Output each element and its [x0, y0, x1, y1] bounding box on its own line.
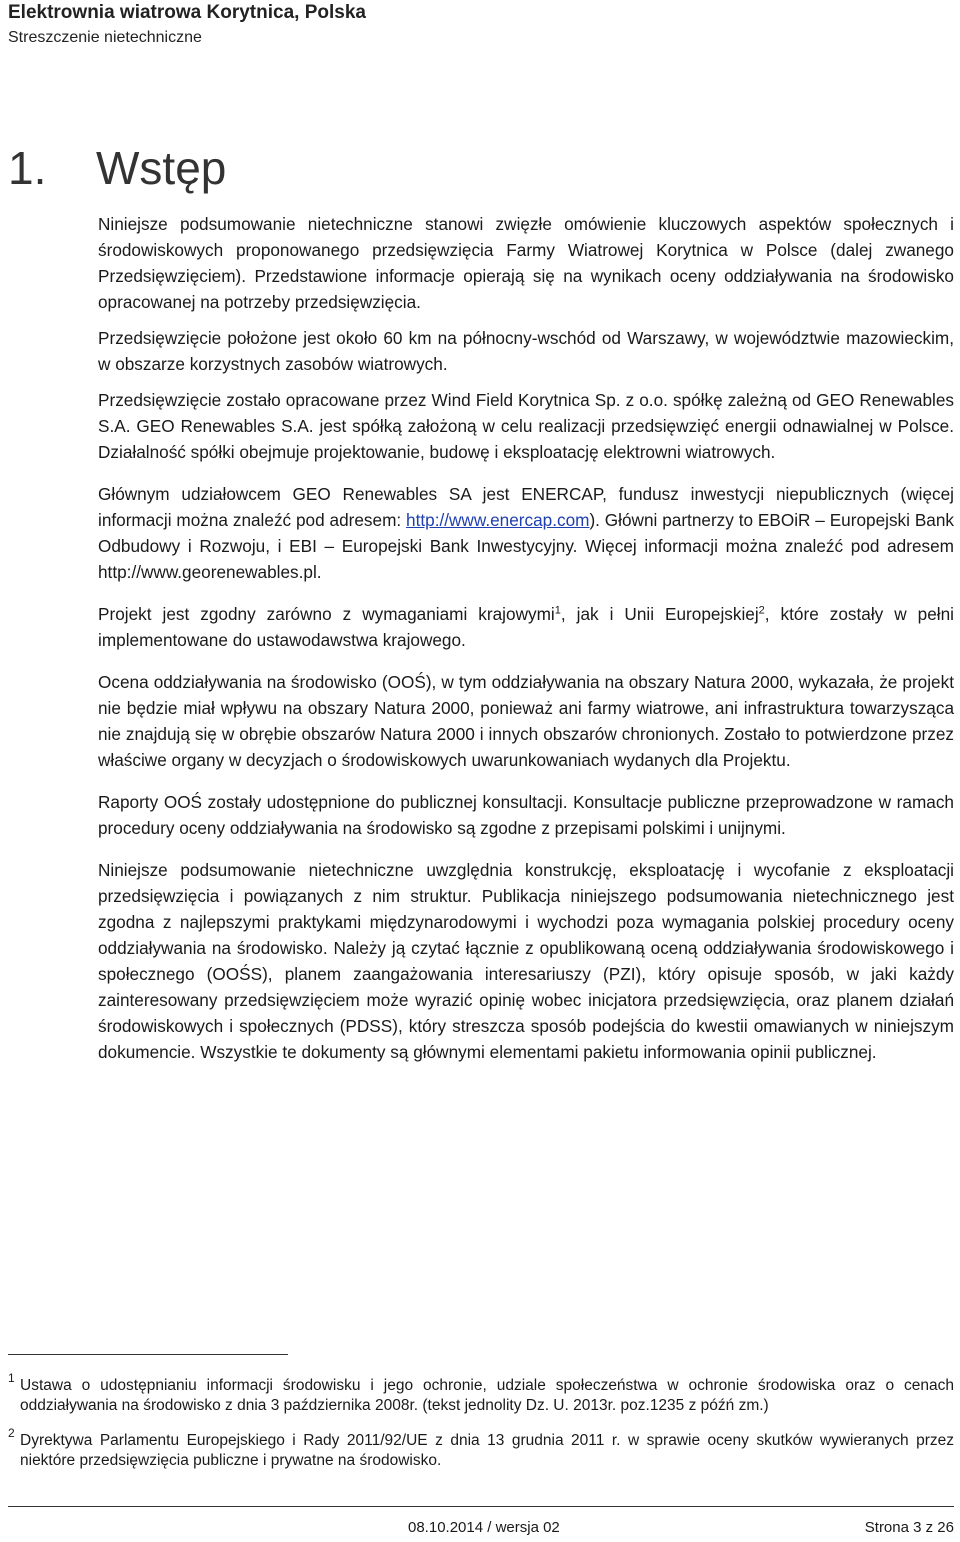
- compliance-text-1: Projekt jest zgodny zarówno z wymaganiami krajowymi: [98, 604, 555, 624]
- section-heading: [8, 140, 226, 196]
- paragraph-consultation: Raporty OOŚ zostały udostępnione do publicznej konsultacji. Konsultacje publiczne przeprowadzone w ramach procedury oceny oddziaływania na środowisko są zgodne z przepisami polskimi i unijnymi.: [98, 792, 954, 838]
- paragraph-compliance: [98, 601, 954, 653]
- body-content: [98, 211, 954, 1081]
- paragraph-developer: Przedsięwzięcie zostało opracowane przez Wind Field Korytnica Sp. z o.o. spółkę zależną od GEO Renewables S.A. GEO Renewables S.A. jest spółką założoną w celu realizacji przedsięwzięć energii odnawialnej w Polsce. Działalność spółki obejmuje projektowanie, budowę i eksploatację elektrowni wiatrowych.: [98, 390, 954, 462]
- paragraph-shareholder: [98, 481, 954, 585]
- footnote-ref-2[interactable]: 2: [758, 604, 765, 617]
- document-subtitle: Streszczenie nietechniczne: [8, 29, 202, 46]
- compliance-text-2: , jak i Unii Europejskiej: [560, 604, 759, 624]
- paragraph-shareholder-text: Głównym udziałowcem GEO Renewables SA jest ENERCAP, fundusz inwestycji niepublicznych (więcej informacji można znaleźć pod adresem:: [98, 484, 954, 530]
- footnote-text: Ustawa o udostępnianiu informacji środowisku i jego ochronie, udziale społeczeństwa w ochronie środowiska oraz o cenach oddziaływania na środowisko z dnia 3 października 2008r. (tekst jednolity Dz. U. 2013r. poz.1235 z późń zm.): [20, 1377, 954, 1414]
- paragraph-location: Przedsięwzięcie położone jest około 60 km na północny-wschód od Warszawy, w województwie mazowieckim, w obszarze korzystnych zasobów wiatrowych.: [98, 328, 954, 374]
- footnote-mark: 2: [8, 1426, 15, 1440]
- footer-date-version: 08.10.2014 / wersja 02: [408, 1519, 560, 1536]
- footnote-mark: 1: [8, 1371, 15, 1385]
- compliance-text-3: , które zostały w pełni implementowane do ustawodawstwa krajowego.: [98, 604, 954, 650]
- paragraph-intro: Niniejsze podsumowanie nietechniczne stanowi zwięzłe omówienie kluczowych aspektów społecznych i środowiskowych proponowanego przedsięwzięcia Farmy Wiatrowej Korytnica w Polsce (dalej zwanego Przedsięwzięciem). Przedstawione informacje opierają się na wynikach oceny oddziaływania na środowisko opracowanej na potrzeby przedsięwzięcia.: [98, 214, 954, 312]
- footnote-2: [8, 1426, 954, 1471]
- section-title: Wstęp: [96, 142, 227, 194]
- enercap-link[interactable]: http://www.enercap.com: [406, 510, 590, 530]
- footer-page-number: Strona 3 z 26: [864, 1519, 954, 1536]
- paragraph-summary-scope: Niniejsze podsumowanie nietechniczne uwzględnia konstrukcję, eksploatację i wycofanie z eksploatacji przedsięwzięcia i powiązanych z nim struktur. Publikacja niniejszego podsumowania nietechnicznego jest zgodna z najlepszymi praktykami międzynarodowymi i wychodzi poza wymagania polskiej procedury oceny oddziaływania na środowisko. Należy ją czytać łącznie z opublikowaną oceną oddziaływania środowiskowego i społecznego (OOŚS), planem zaangażowania interesariuszy (PZI), który opisuje sposób, w jaki każdy zainteresowany przedsięwzięciem może wyrazić opinię wobec inicjatora przedsięwzięcia, oraz planem działań środowiskowych i społecznych (PDSS), który streszcza sposób podejścia do kwestii omawianych w niniejszym dokumencie. Wszystkie te dokumenty są głównymi elementami pakietu informowania opinii publicznej.: [98, 860, 954, 1062]
- footnote-1: [8, 1371, 954, 1416]
- footnote-separator: [8, 1354, 288, 1355]
- footnote-ref-1[interactable]: 1: [554, 604, 561, 617]
- paragraph-natura: Ocena oddziaływania na środowisko (OOŚ), w tym oddziaływania na obszary Natura 2000, wykazała, że projekt nie będzie miał wpływu na obszary Natura 2000, ponieważ ani farmy wiatrowe, ani infrastruktura towarzysząca nie znajdują się w obrębie obszarów Natura 2000 i innych obszarów chronionych. Zostało to potwierdzone przez właściwe organy w decyzjach o środowiskowych uwarunkowaniach wydanych dla Projektu.: [98, 672, 954, 770]
- paragraph-shareholder-text-2: ). Główni partnerzy to EBOiR – Europejski Bank Odbudowy i Rozwoju, i EBI – Europejski Bank Inwestycyjny. Więcej informacji można znaleźć pod adresem http://www.georenewables.pl.: [98, 510, 954, 582]
- footer-separator: [8, 1506, 954, 1507]
- page-header: [8, 0, 366, 48]
- footnote-text: Dyrektywa Parlamentu Europejskiego i Rady 2011/92/UE z dnia 13 grudnia 2011 r. w sprawie oceny skutków wywieranych przez niektóre przedsięwzięcia publiczne i prywatne na środowisko.: [20, 1432, 954, 1469]
- footnotes: [8, 1371, 954, 1486]
- document-title: Elektrownia wiatrowa Korytnica, Polska: [8, 2, 366, 23]
- section-number: 1.: [8, 142, 47, 194]
